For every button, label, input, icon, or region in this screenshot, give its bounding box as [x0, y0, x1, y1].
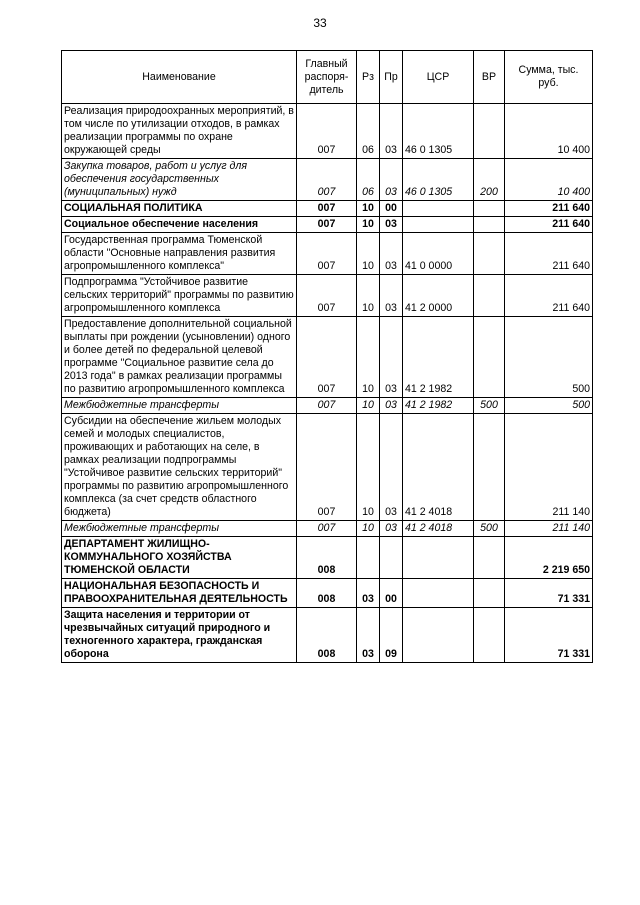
- row-rz: 10: [357, 201, 380, 217]
- row-rz: [357, 537, 380, 579]
- row-owner: 008: [297, 537, 357, 579]
- header-rz: Рз: [357, 51, 380, 104]
- row-csr: [403, 217, 474, 233]
- table-row: [62, 521, 593, 537]
- row-rz: 10: [357, 521, 380, 537]
- row-vr: [474, 233, 505, 275]
- row-rz: 10: [357, 233, 380, 275]
- budget-table: [61, 50, 593, 663]
- row-rz: 10: [357, 398, 380, 414]
- row-vr: [474, 414, 505, 521]
- row-csr: 41 2 4018: [403, 521, 474, 537]
- table-row: [62, 317, 593, 398]
- row-rz: 10: [357, 317, 380, 398]
- row-csr: 46 0 1305: [403, 159, 474, 201]
- row-name: Реализация природоохранных мероприятий, в том числе по утилизации отходов, в рамках реализации программы по охране окружающей среды: [62, 104, 297, 159]
- row-vr: [474, 104, 505, 159]
- row-owner: 007: [297, 521, 357, 537]
- row-vr: 500: [474, 398, 505, 414]
- row-csr: [403, 537, 474, 579]
- row-sum: 71 331: [505, 579, 593, 608]
- header-name: Наименование: [62, 51, 297, 104]
- row-pr: 03: [380, 159, 403, 201]
- table-row: [62, 537, 593, 579]
- row-owner: 007: [297, 233, 357, 275]
- row-vr: [474, 537, 505, 579]
- row-pr: 00: [380, 201, 403, 217]
- header-csr: ЦСР: [403, 51, 474, 104]
- row-sum: 211 140: [505, 521, 593, 537]
- table-row: [62, 201, 593, 217]
- row-owner: 007: [297, 275, 357, 317]
- row-rz: 03: [357, 579, 380, 608]
- row-vr: 200: [474, 159, 505, 201]
- table-row: [62, 217, 593, 233]
- row-owner: 007: [297, 201, 357, 217]
- row-csr: 41 0 0000: [403, 233, 474, 275]
- row-owner: 007: [297, 104, 357, 159]
- row-sum: 10 400: [505, 159, 593, 201]
- row-owner: 007: [297, 398, 357, 414]
- row-owner: 008: [297, 579, 357, 608]
- row-pr: 03: [380, 104, 403, 159]
- row-vr: [474, 608, 505, 663]
- row-pr: 03: [380, 414, 403, 521]
- row-owner: 008: [297, 608, 357, 663]
- row-sum: 211 640: [505, 233, 593, 275]
- row-name: Защита населения и территории от чрезвычайных ситуаций природного и техногенного характера, гражданская оборона: [62, 608, 297, 663]
- header-vr: ВР: [474, 51, 505, 104]
- row-name: СОЦИАЛЬНАЯ ПОЛИТИКА: [62, 201, 297, 217]
- row-vr: [474, 275, 505, 317]
- row-sum: 211 140: [505, 414, 593, 521]
- row-csr: 41 2 1982: [403, 398, 474, 414]
- row-csr: 46 0 1305: [403, 104, 474, 159]
- header-pr: Пр: [380, 51, 403, 104]
- row-pr: 09: [380, 608, 403, 663]
- row-sum: 211 640: [505, 217, 593, 233]
- row-name: Государственная программа Тюменской области "Основные направления развития агропромышленного комплекса": [62, 233, 297, 275]
- header-owner: Главный распоря-дитель: [297, 51, 357, 104]
- row-pr: 03: [380, 275, 403, 317]
- header-sum: Сумма, тыс. руб.: [505, 51, 593, 104]
- table-row: [62, 233, 593, 275]
- table-header-row: [62, 51, 593, 104]
- row-vr: 500: [474, 521, 505, 537]
- row-name: ДЕПАРТАМЕНТ ЖИЛИЩНО-КОММУНАЛЬНОГО ХОЗЯЙСТВА ТЮМЕНСКОЙ ОБЛАСТИ: [62, 537, 297, 579]
- row-owner: 007: [297, 217, 357, 233]
- table-row: [62, 159, 593, 201]
- row-pr: [380, 537, 403, 579]
- row-csr: 41 2 0000: [403, 275, 474, 317]
- row-pr: 00: [380, 579, 403, 608]
- row-sum: 500: [505, 317, 593, 398]
- row-vr: [474, 201, 505, 217]
- row-sum: 71 331: [505, 608, 593, 663]
- row-vr: [474, 217, 505, 233]
- table-row: [62, 579, 593, 608]
- table-row: [62, 398, 593, 414]
- row-csr: 41 2 1982: [403, 317, 474, 398]
- row-name: Межбюджетные трансферты: [62, 398, 297, 414]
- row-vr: [474, 579, 505, 608]
- row-rz: 06: [357, 104, 380, 159]
- row-rz: 10: [357, 275, 380, 317]
- row-name: Межбюджетные трансферты: [62, 521, 297, 537]
- row-name: Предоставление дополнительной социальной выплаты при рождении (усыновлении) одного и более детей по федеральной целевой программе "Социальное развитие села до 2013 года" в рамках реализации программы по развитию агропромышленного комплекса: [62, 317, 297, 398]
- row-owner: 007: [297, 317, 357, 398]
- row-pr: 03: [380, 233, 403, 275]
- row-rz: 10: [357, 414, 380, 521]
- row-rz: 10: [357, 217, 380, 233]
- row-pr: 03: [380, 521, 403, 537]
- table-row: [62, 275, 593, 317]
- row-pr: 03: [380, 317, 403, 398]
- row-name: Социальное обеспечение населения: [62, 217, 297, 233]
- row-sum: 10 400: [505, 104, 593, 159]
- row-owner: 007: [297, 414, 357, 521]
- row-name: Закупка товаров, работ и услуг для обеспечения государственных (муниципальных) нужд: [62, 159, 297, 201]
- row-name: Подпрограмма "Устойчивое развитие сельских территорий" программы по развитию агропромышленного комплекса: [62, 275, 297, 317]
- row-pr: 03: [380, 217, 403, 233]
- row-name: Субсидии на обеспечение жильем молодых семей и молодых специалистов, проживающих и работающих на селе, в рамках реализации подпрограммы "Устойчивое развитие сельских территорий" программы по развитию агропромышленного комплекса (за счет средств областного бюджета): [62, 414, 297, 521]
- row-csr: [403, 608, 474, 663]
- row-rz: 06: [357, 159, 380, 201]
- row-vr: [474, 317, 505, 398]
- row-csr: [403, 201, 474, 217]
- table-row: [62, 608, 593, 663]
- row-owner: 007: [297, 159, 357, 201]
- row-name: НАЦИОНАЛЬНАЯ БЕЗОПАСНОСТЬ И ПРАВООХРАНИТЕЛЬНАЯ ДЕЯТЕЛЬНОСТЬ: [62, 579, 297, 608]
- row-sum: 211 640: [505, 275, 593, 317]
- row-csr: [403, 579, 474, 608]
- row-sum: 500: [505, 398, 593, 414]
- row-csr: 41 2 4018: [403, 414, 474, 521]
- row-pr: 03: [380, 398, 403, 414]
- page-number: 33: [313, 16, 327, 30]
- table-row: [62, 414, 593, 521]
- row-sum: 211 640: [505, 201, 593, 217]
- row-rz: 03: [357, 608, 380, 663]
- row-sum: 2 219 650: [505, 537, 593, 579]
- table-row: [62, 104, 593, 159]
